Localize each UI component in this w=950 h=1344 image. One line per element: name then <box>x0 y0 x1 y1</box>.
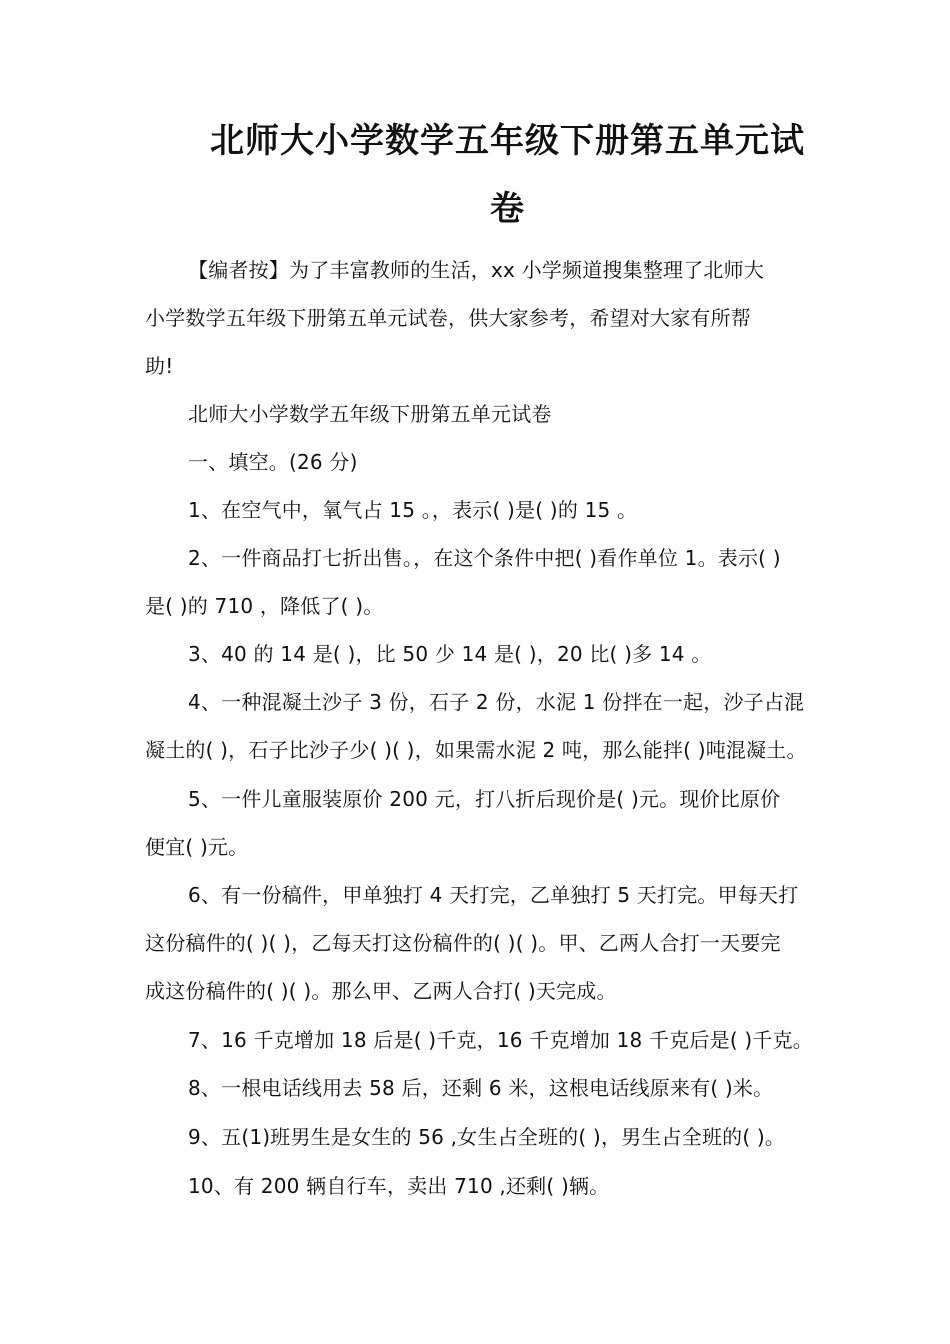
document-title-line-1: 北师大小学数学五年级下册第五单元试 <box>210 121 805 161</box>
question-5-line-2: 便宜( )元。 <box>145 835 249 859</box>
question-5-line-1: 5、一件儿童服装原价 200 元，打八折后现价是( )元。现价比原价 <box>188 787 781 811</box>
section-heading: 一、填空。(26 分) <box>188 450 358 474</box>
question-9-line-1: 9、五(1)班男生是女生的 56 ,女生占全班的( )，男生占全班的( )。 <box>188 1125 786 1149</box>
question-7-line-1: 7、16 千克增加 18 后是( )千克，16 千克增加 18 千克后是( )千克。 <box>188 1028 813 1052</box>
question-2-line-1: 2、一件商品打七折出售。，在这个条件中把( )看作单位 1。表示( ) <box>188 546 781 570</box>
question-4-line-2: 凝土的( )，石子比沙子少( )( )，如果需水泥 2 吨，那么能拌( )吨混凝土。 <box>145 738 807 762</box>
question-2-line-2: 是( )的 710 ，降低了( )。 <box>145 594 384 618</box>
question-4-line-1: 4、一种混凝土沙子 3 份，石子 2 份，水泥 1 份拌在一起，沙子占混 <box>188 690 805 714</box>
question-6-line-2: 这份稿件的( )( )，乙每天打这份稿件的( )( )。甲、乙两人合打一天要完 <box>145 931 781 955</box>
intro-line-1: 【编者按】为了丰富教师的生活，xx 小学频道搜集整理了北师大 <box>188 258 765 282</box>
intro-line-3: 助! <box>145 354 174 378</box>
question-1-line-1: 1、在空气中，氧气占 15 。，表示( )是( )的 15 。 <box>188 498 638 522</box>
document-title-line-2: 卷 <box>490 189 525 229</box>
question-10-line-1: 10、有 200 辆自行车，卖出 710 ,还剩( )辆。 <box>188 1174 610 1198</box>
question-6-line-1: 6、有一份稿件，甲单独打 4 天打完，乙单独打 5 天打完。甲每天打 <box>188 883 799 907</box>
intro-line-2: 小学数学五年级下册第五单元试卷，供大家参考，希望对大家有所帮 <box>145 306 751 330</box>
subtitle: 北师大小学数学五年级下册第五单元试卷 <box>188 402 552 426</box>
question-6-line-3: 成这份稿件的( )( )。那么甲、乙两人合打( )天完成。 <box>145 979 617 1003</box>
question-3-line-1: 3、40 的 14 是( )，比 50 少 14 是( )，20 比( )多 14 。 <box>188 642 712 666</box>
question-8-line-1: 8、一根电话线用去 58 后，还剩 6 米，这根电话线原来有( )米。 <box>188 1076 774 1100</box>
